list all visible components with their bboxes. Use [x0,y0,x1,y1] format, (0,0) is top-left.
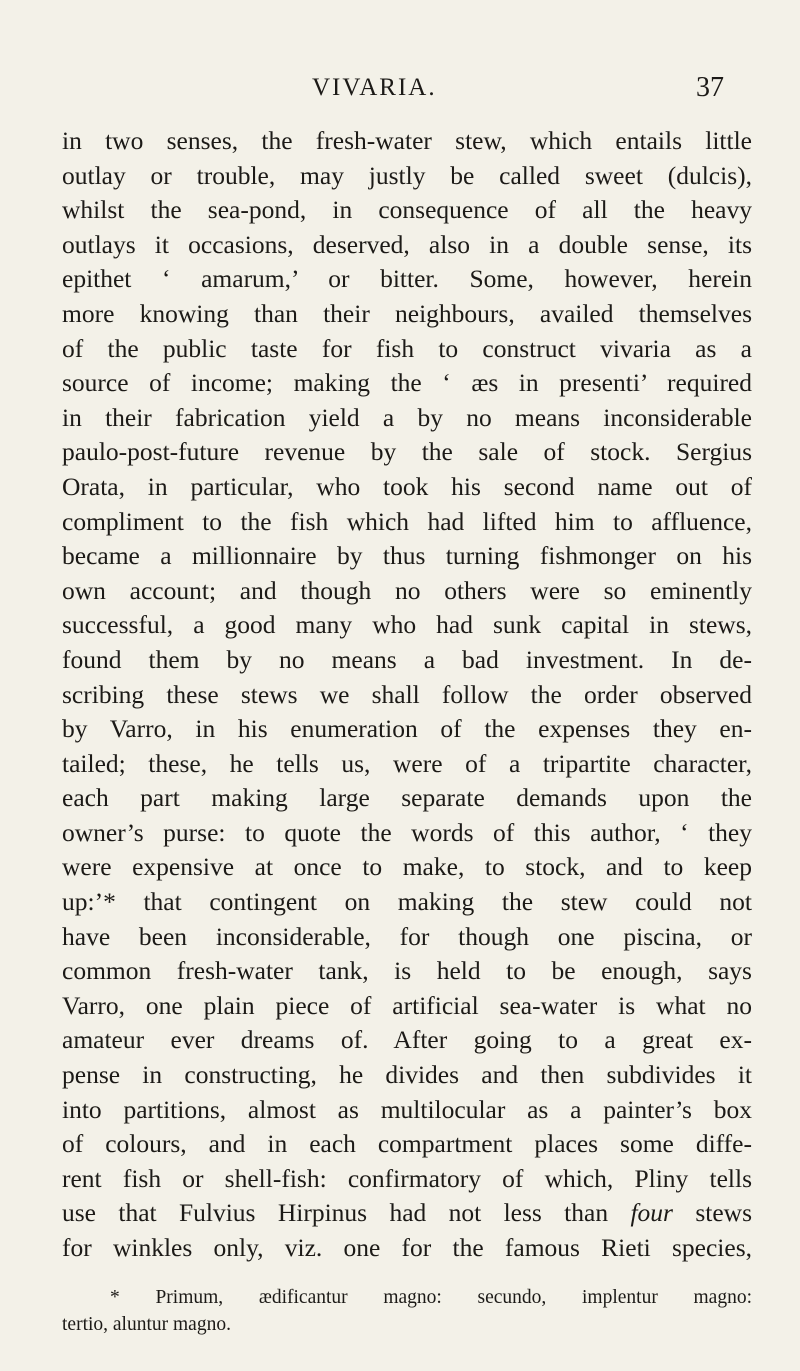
text-line: tailed; these, he tells us, were of a tripartite character, [62,748,752,778]
text-line: became a millionnaire by thus turning fishmonger on his [62,541,752,571]
footnote-line: * Primum, ædificantur magno: secundo, implentur magno: [110,1287,752,1308]
text-line: epithet ‘ amarum,’ or bitter. Some, however, herein [62,264,752,294]
text-line: source of income; making the ‘ æs in presenti’ required [62,368,752,398]
running-title: VIVARIA. [312,74,437,101]
text-line: found them by no means a bad investment. In de- [62,644,752,674]
running-head [0,72,800,108]
text-line: paulo-post-future revenue by the sale of stock. Sergius [62,437,752,467]
text-line: own account; and though no others were so eminently [62,575,752,605]
text-line: for winkles only, viz. one for the famous Rieti species, [62,1233,752,1262]
footnote-line: tertio, aluntur magno. [62,1314,231,1335]
text-line: scribing these stews we shall follow the order observed [62,679,752,709]
text-line: of colours, and in each compartment places some diffe- [62,1129,752,1159]
text-line: Orata, in particular, who took his second name out of [62,471,752,501]
page-number: 37 [696,72,724,103]
text-line: common fresh-water tank, is held to be enough, says [62,956,752,986]
text-line: of the public taste for fish to construct vivaria as a [62,333,752,363]
text-line: use that Fulvius Hirpinus had not less than four stews [62,1198,752,1228]
footnote [62,1284,752,1338]
text-line: in their fabrication yield a by no means inconsiderable [62,402,752,432]
text-line: Varro, one plain piece of artificial sea-water is what no [62,990,752,1020]
text-line: up:’* that contingent on making the stew could not [62,887,752,917]
text-line: compliment to the fish which had lifted him to affluence, [62,506,752,536]
text-line: each part making large separate demands upon the [62,783,752,813]
text-line: by Varro, in his enumeration of the expenses they en- [62,714,752,744]
text-line: rent fish or shell-fish: confirmatory of which, Pliny tells [62,1163,752,1193]
body-text [62,124,752,1266]
text-line: were expensive at once to make, to stock, and to keep [62,852,752,882]
text-line: in two senses, the fresh-water stew, which entails little [62,126,752,155]
text-line: have been inconsiderable, for though one piscina, or [62,921,752,951]
text-line: into partitions, almost as multilocular as a painter’s box [62,1094,752,1124]
text-line: more knowing than their neighbours, availed themselves [62,298,752,328]
text-line: owner’s purse: to quote the words of this author, ‘ they [62,817,752,847]
text-line: successful, a good many who had sunk capital in stews, [62,610,752,640]
text-line: outlay or trouble, may justly be called sweet (dulcis), [62,160,752,190]
text-line: whilst the sea-pond, in consequence of all the heavy [62,195,752,225]
text-line: amateur ever dreams of. After going to a great ex- [62,1025,752,1055]
text-line: outlays it occasions, deserved, also in a double sense, its [62,229,752,259]
text-line: pense in constructing, he divides and then subdivides it [62,1060,752,1090]
